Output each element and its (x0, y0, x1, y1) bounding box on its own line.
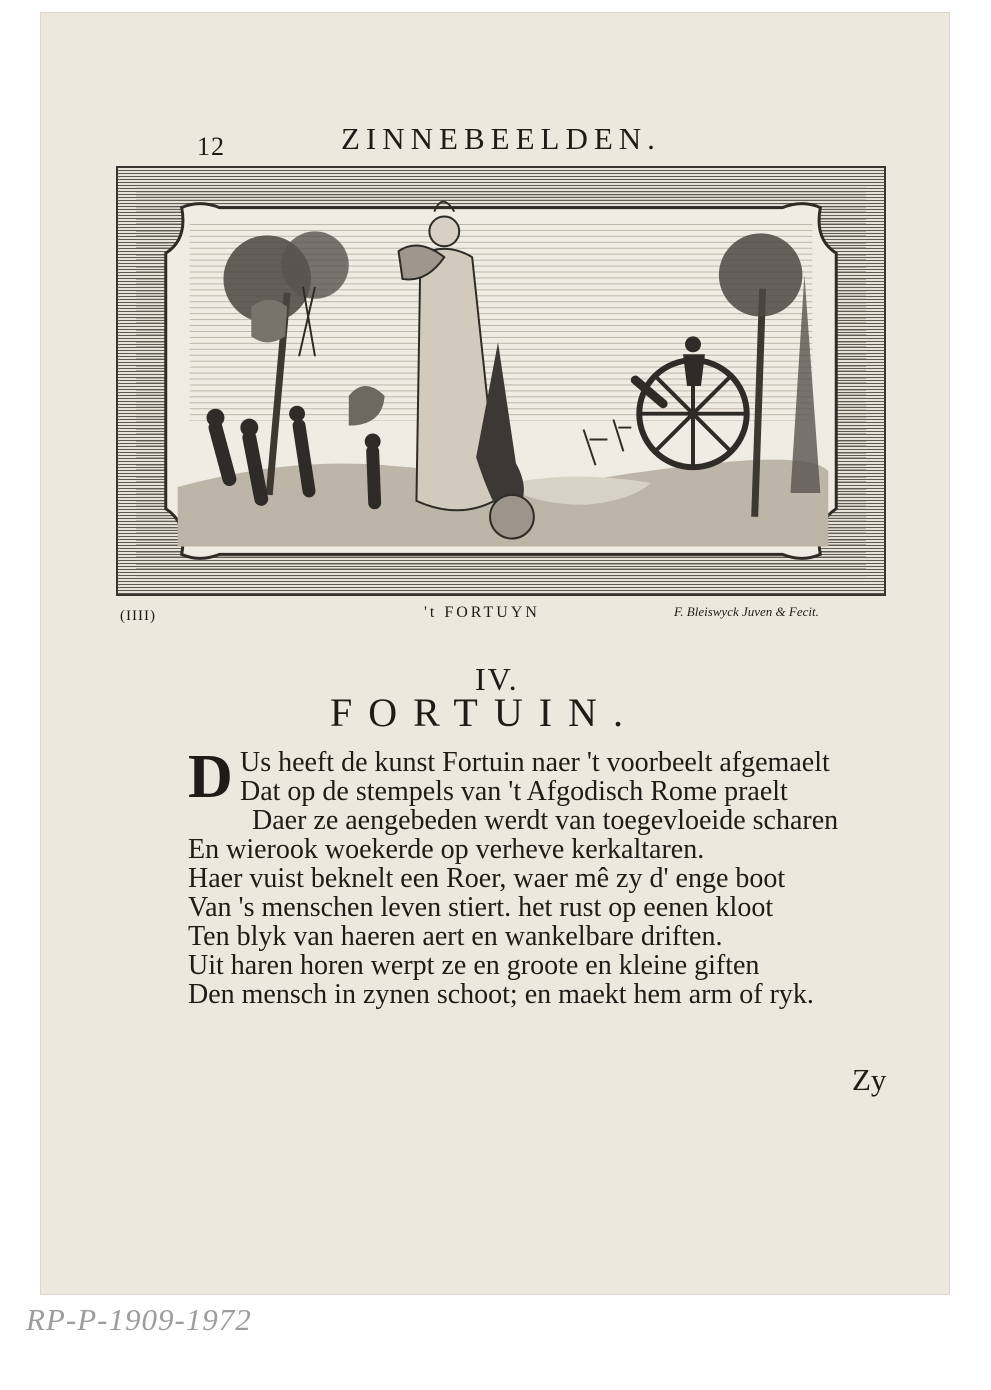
inventory-note: RP-P-1909-1972 (26, 1302, 252, 1337)
poem-line-9: Den mensch in zynen schoot; en maekt hem arm of ryk. (188, 979, 814, 1010)
plate-number: (IIII) (120, 608, 156, 624)
right-tree-foliage (719, 233, 803, 316)
poem-title: FORTUIN. (330, 690, 639, 735)
section-number: IV. (475, 661, 519, 697)
poem-line-3: Daer ze aengebeden werdt van toegevloeide scharen (252, 805, 839, 836)
poem-line-1: Us heeft de kunst Fortuin naer 't voorbeelt afgemaelt (240, 747, 830, 778)
figure-left-2-head (240, 419, 258, 437)
figure-child-head (365, 434, 381, 450)
poem-line-6: Van 's menschen leven stiert. het rust op eenen kloot (188, 892, 774, 923)
figure-child (373, 451, 375, 503)
poem-body (188, 743, 908, 1010)
plate-title: 't FORTUYN (424, 604, 540, 621)
catchword: Zy (852, 1062, 887, 1097)
poem-line-5: Haer vuist beknelt een Roer, waer mê zy d' enge boot (188, 863, 786, 894)
poem-line-8: Uit haren horen werpt ze en groote en kleine giften (188, 950, 760, 981)
falling-shield (251, 300, 287, 343)
globe (490, 495, 534, 539)
poem-line-4: En wierook woekerde op verheve kerkaltaren. (188, 834, 705, 865)
figure-left-1-head (207, 409, 225, 427)
running-head: ZINNEBEELDEN. (341, 121, 661, 156)
figure-on-wheel-head (685, 336, 701, 352)
figure-scholar-head (289, 406, 305, 422)
poem-line-2: Dat op de stempels van 't Afgodisch Rome praelt (240, 776, 788, 807)
artist-signature: F. Bleiswyck Juven & Fecit. (674, 604, 819, 619)
page-number: 12 (197, 132, 225, 161)
engraving-image (116, 166, 886, 596)
fortuna-head (429, 217, 459, 247)
poem-line-7: Ten blyk van haeren aert en wankelbare driften. (188, 921, 723, 952)
drop-cap: D (188, 743, 233, 811)
engraving-illustration (118, 168, 884, 594)
